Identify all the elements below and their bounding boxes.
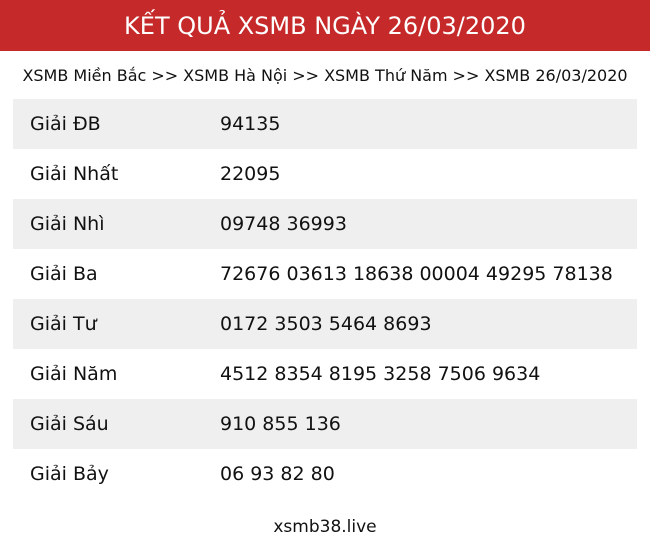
prize-numbers: 72676 03613 18638 00004 49295 78138 <box>220 263 613 285</box>
prize-label: Giải Nhất <box>30 163 119 185</box>
footer <box>0 512 650 542</box>
table-row-giai-tu <box>13 299 637 349</box>
breadcrumb-item-mien-bac[interactable]: XSMB Miền Bắc <box>22 65 147 85</box>
page-title: KẾT QUẢ XSMB NGÀY 26/03/2020 <box>124 11 526 40</box>
breadcrumb-item-date[interactable]: XSMB 26/03/2020 <box>484 65 628 85</box>
results-table <box>13 99 637 499</box>
table-row-giai-bay <box>13 449 637 499</box>
table-row-giai-nhi <box>13 199 637 249</box>
prize-numbers: 910 855 136 <box>220 413 341 435</box>
table-row-giai-nam <box>13 349 637 399</box>
breadcrumb-item-thu-nam[interactable]: XSMB Thứ Năm <box>324 65 448 85</box>
prize-numbers: 06 93 82 80 <box>220 463 335 485</box>
breadcrumb-separator: >> <box>151 65 179 85</box>
breadcrumb-separator: >> <box>292 65 320 85</box>
prize-label: Giải Ba <box>30 263 98 285</box>
table-row-giai-sau <box>13 399 637 449</box>
prize-label: Giải Năm <box>30 363 118 385</box>
table-row-giai-nhat <box>13 149 637 199</box>
prize-numbers: 94135 <box>220 113 281 135</box>
table-row-giai-ba <box>13 249 637 299</box>
prize-numbers: 22095 <box>220 163 281 185</box>
footer-site-name: xsmb38.live <box>273 517 377 537</box>
prize-numbers: 09748 36993 <box>220 213 347 235</box>
prize-numbers: 4512 8354 8195 3258 7506 9634 <box>220 363 541 385</box>
table-row-giai-db <box>13 99 637 149</box>
prize-label: Giải Tư <box>30 313 97 335</box>
prize-label: Giải Nhì <box>30 213 105 235</box>
breadcrumb-separator: >> <box>452 65 480 85</box>
header-bar <box>0 0 650 51</box>
prize-numbers: 0172 3503 5464 8693 <box>220 313 432 335</box>
breadcrumb <box>0 51 650 99</box>
prize-label: Giải Sáu <box>30 413 109 435</box>
breadcrumb-item-ha-noi[interactable]: XSMB Hà Nội <box>183 65 288 85</box>
prize-label: Giải ĐB <box>30 113 101 135</box>
prize-label: Giải Bảy <box>30 463 109 485</box>
